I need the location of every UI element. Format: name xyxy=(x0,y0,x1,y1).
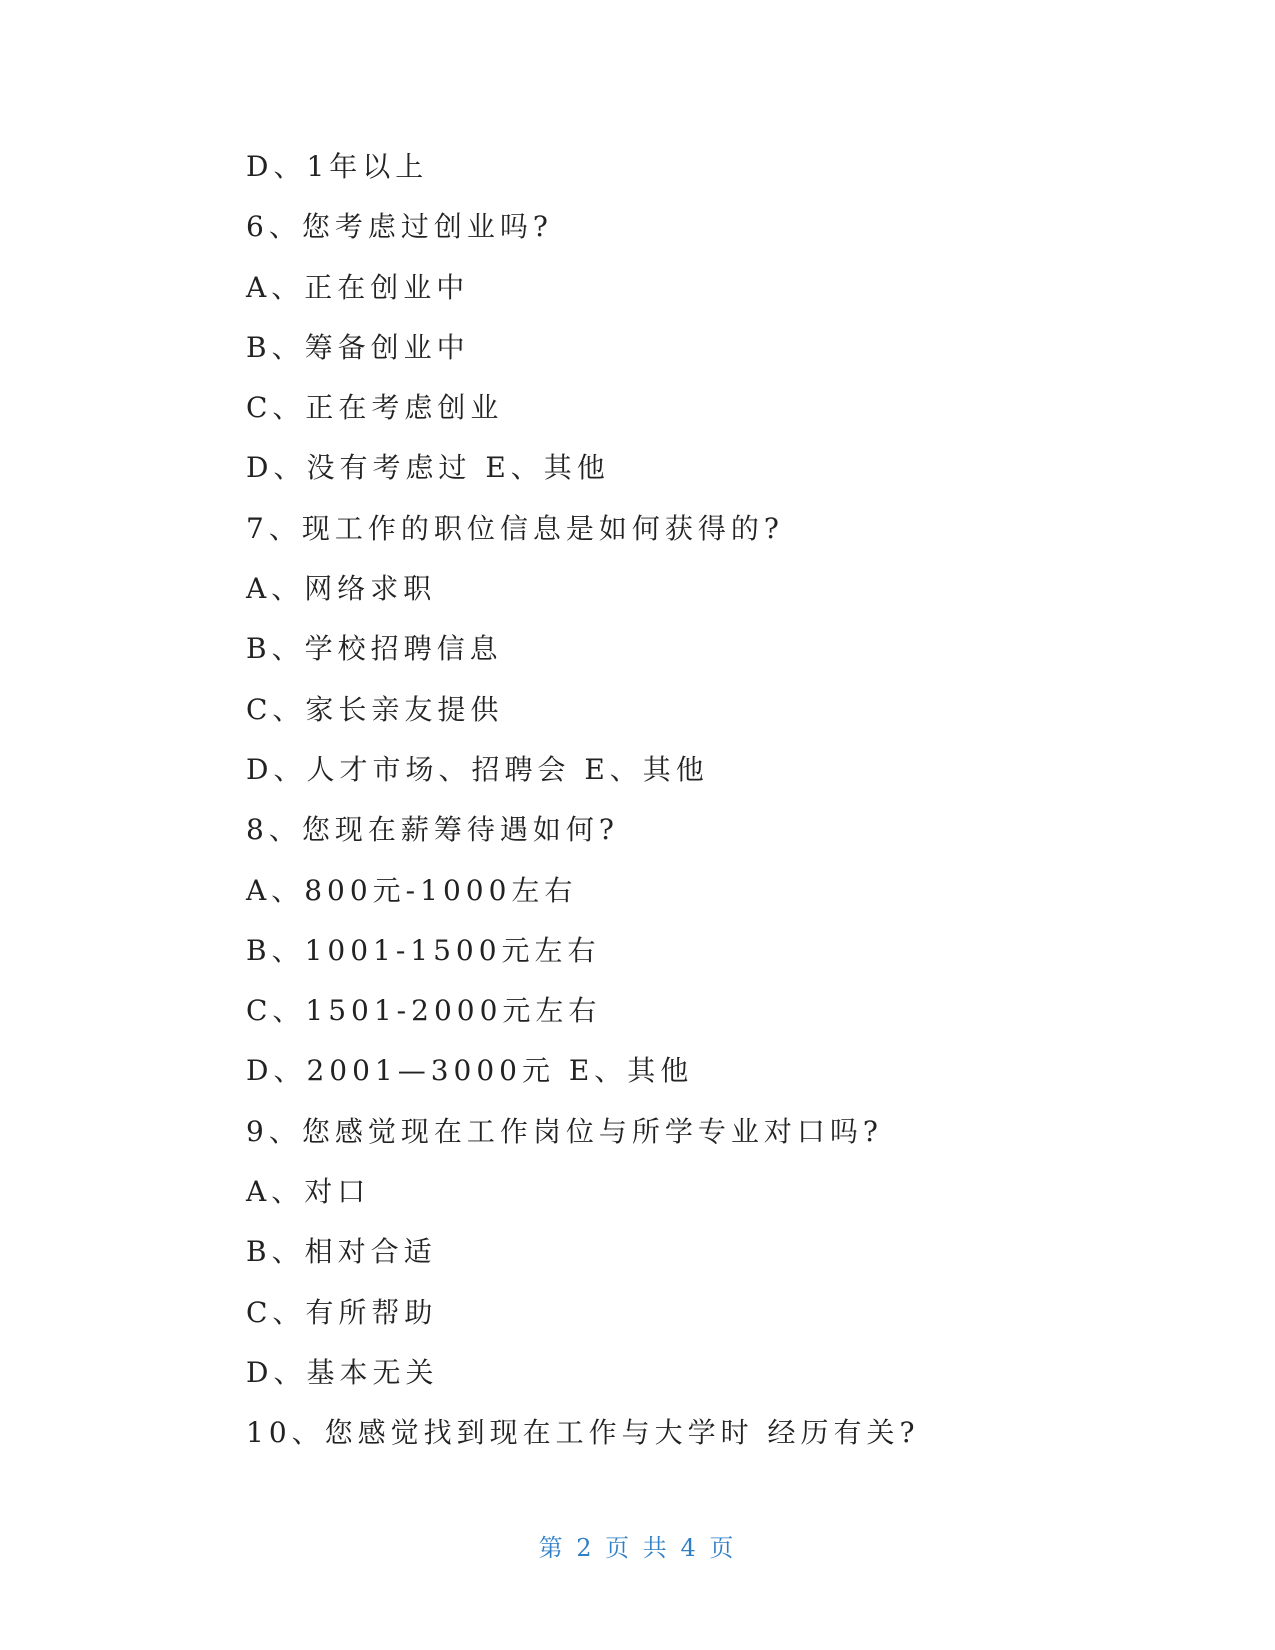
answer-option: A、对口 xyxy=(246,1175,371,1209)
answer-option: B、1001-1500元左右 xyxy=(246,933,601,967)
answer-option: C、1501-2000元左右 xyxy=(246,994,602,1028)
answer-option: A、正在创业中 xyxy=(246,270,470,304)
question-7: 7、现工作的职位信息是如何获得的? xyxy=(246,511,784,545)
answer-option: D、没有考虑过 E、其他 xyxy=(246,451,610,485)
page-number-footer: 第 2 页 共 4 页 xyxy=(538,1534,737,1562)
answer-option: B、相对合适 xyxy=(246,1235,437,1269)
question-6: 6、您考虑过创业吗? xyxy=(246,210,553,244)
answer-option: D、1年以上 xyxy=(246,150,429,183)
answer-option: D、2001—3000元 E、其他 xyxy=(246,1054,694,1088)
answer-option: A、网络求职 xyxy=(246,572,437,606)
answer-option: B、筹备创业中 xyxy=(246,330,470,364)
answer-option: D、人才市场、招聘会 E、其他 xyxy=(246,752,709,786)
answer-option: D、基本无关 xyxy=(246,1355,439,1389)
document-body xyxy=(246,144,1146,1471)
question-8: 8、您现在薪筹待遇如何? xyxy=(246,813,619,847)
answer-option: C、有所帮助 xyxy=(246,1295,438,1329)
question-9: 9、您感觉现在工作岗位与所学专业对口吗? xyxy=(246,1114,883,1148)
answer-option: B、学校招聘信息 xyxy=(246,632,503,666)
answer-option: C、家长亲友提供 xyxy=(246,692,504,726)
answer-option: A、800元-1000左右 xyxy=(246,873,578,907)
question-10: 10、您感觉找到现在工作与大学时 经历有关? xyxy=(246,1416,920,1450)
answer-option: C、正在考虑创业 xyxy=(246,391,504,425)
